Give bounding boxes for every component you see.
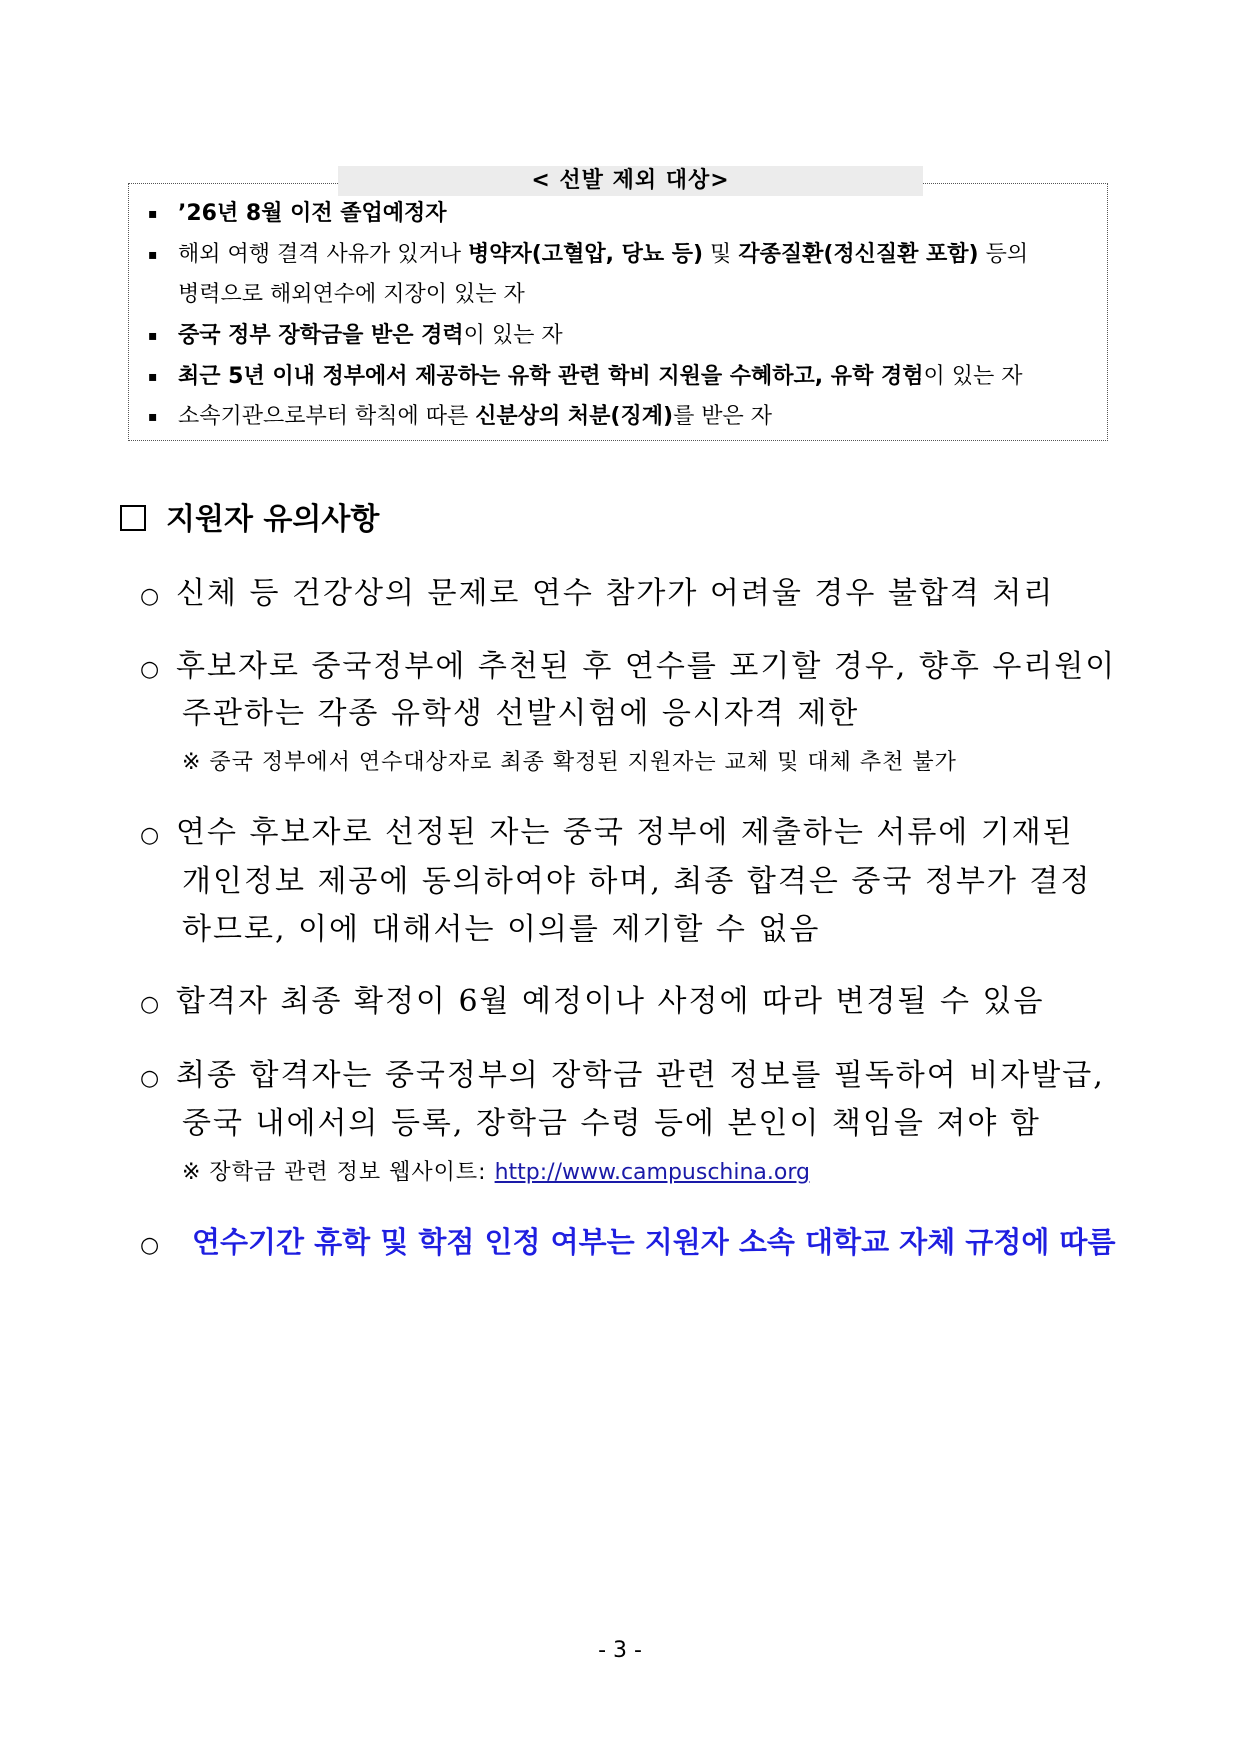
item-text-bold: 최근 5년 이내 정부에서 제공하는 유학 관련 학비 지원을 수혜하고, 유학 경험 (178, 364, 924, 389)
notice-text: 연수 후보자로 선정된 자는 중국 정부에 제출하는 서류에 기재된 (176, 815, 1074, 850)
item-text: 병력으로 해외연수에 지장이 있는 자 (178, 282, 525, 307)
notice-item-continued: 개인정보 제공에 동의하여야 하며, 최종 합격은 중국 정부가 결정 (182, 864, 1092, 899)
notice-item (140, 574, 1054, 617)
item-text: 이 있는 자 (463, 323, 563, 348)
item-text: 이 있는 자 (923, 364, 1023, 389)
exclusion-item (148, 240, 1028, 270)
exclusion-item (148, 402, 772, 432)
sub-note: ※ 중국 정부에서 연수대상자로 최종 확정된 지원자는 교체 및 대체 추천 불가 (182, 750, 957, 775)
campuschina-link[interactable]: http://www.campuschina.org (494, 1160, 810, 1185)
exclusion-item (148, 199, 447, 229)
exclusion-item (148, 321, 563, 351)
notice-item-continued: 주관하는 각종 유학생 선발시험에 응시자격 제한 (182, 696, 860, 731)
notice-item-highlight (140, 1222, 1115, 1266)
circle-bullet-icon: ○ (140, 992, 162, 1017)
item-text: 등의 (978, 242, 1029, 267)
section-heading-text: 지원자 유의사항 (166, 502, 380, 537)
item-text: ’26년 8월 이전 졸업예정자 (178, 201, 447, 226)
item-text: 를 받은 자 (673, 404, 773, 429)
item-text-bold: 각종질환(정신질환 포함) (738, 242, 979, 267)
notice-text: 후보자로 중국정부에 추천된 후 연수를 포기할 경우, 향후 우리원이 (176, 649, 1117, 684)
circle-bullet-icon: ○ (140, 584, 162, 609)
notice-item (140, 647, 1116, 690)
notice-text: 최종 합격자는 중국정부의 장학금 관련 정보를 필독하여 비자발급, (176, 1058, 1105, 1093)
notice-item (140, 982, 1044, 1025)
item-text: 소속기관으로부터 학칙에 따른 (178, 404, 476, 429)
notice-text: 합격자 최종 확정이 6월 예정이나 사정에 따라 변경될 수 있음 (176, 984, 1045, 1019)
sub-note-text: ※ 장학금 관련 정보 웹사이트: (182, 1160, 495, 1185)
notice-item-continued: 하므로, 이에 대해서는 이의를 제기할 수 없음 (182, 912, 821, 947)
circle-bullet-icon: ○ (140, 1066, 162, 1091)
circle-bullet-icon: ○ (140, 657, 162, 682)
notice-item (140, 813, 1074, 856)
item-text-bold: 병약자(고혈압, 당뇨 등) (468, 242, 704, 267)
checkbox-square-icon (120, 505, 146, 531)
sub-note (182, 1158, 810, 1188)
bullet-icon: ▪ (148, 369, 158, 385)
circle-bullet-icon: ○ (140, 823, 162, 848)
bullet-icon: ▪ (148, 328, 158, 344)
exclusion-item-continued (148, 280, 525, 310)
exclusion-item (148, 362, 1022, 392)
notice-text-highlight: 연수기간 휴학 및 학점 인정 여부는 지원자 소속 대학교 자체 규정에 따름 (192, 1225, 1116, 1259)
item-text: 해외 여행 결격 사유가 있거나 (178, 242, 468, 267)
notice-item-continued: 중국 내에서의 등록, 장학금 수령 등에 본인이 책임을 져야 함 (182, 1106, 1041, 1141)
exclusion-title: < 선발 제외 대상> (338, 166, 923, 196)
bullet-icon: ▪ (148, 206, 158, 222)
item-text-bold: 중국 정부 장학금을 받은 경력 (178, 323, 464, 348)
section-heading (120, 500, 379, 540)
item-text-bold: 신분상의 처분(징계) (475, 404, 674, 429)
item-text: 및 (703, 242, 739, 267)
page-number: - 3 - (598, 1638, 642, 1663)
notice-item (140, 1056, 1105, 1099)
circle-bullet-icon: ○ (140, 1233, 160, 1258)
bullet-icon: ▪ (148, 247, 158, 263)
bullet-icon: ▪ (148, 409, 158, 425)
notice-text: 신체 등 건강상의 문제로 연수 참가가 어려울 경우 불합격 처리 (176, 576, 1055, 611)
